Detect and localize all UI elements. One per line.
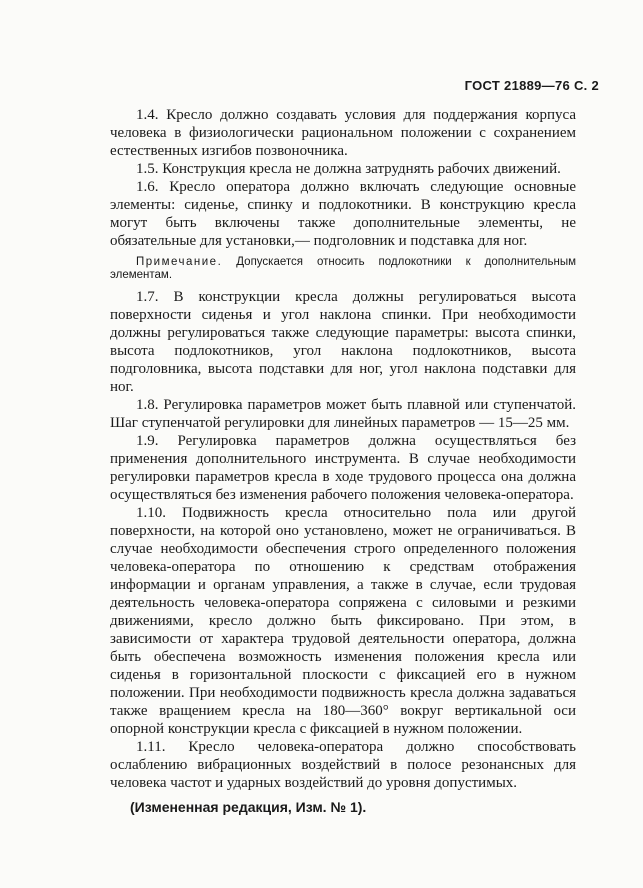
note bbox=[110, 256, 576, 282]
note-text: Допускается относить подлокотники к дополнительным элементам. bbox=[110, 256, 577, 281]
paragraph-1-6: 1.6. Кресло оператора должно включать следующие основные элементы: сиденье, спинку и подлокотники. В конструкцию кресла могут быть включены также дополнительные элементы, не обязательные для установки,— подголовник и подставка для ног. bbox=[110, 179, 576, 249]
paragraph-1-4: 1.4. Кресло должно создавать условия для поддержания корпуса человека в физиологически рациональном положении с сохранением естественных изгибов позвоночника. bbox=[110, 107, 576, 159]
amendment-note: (Измененная редакция, Изм. № 1). bbox=[130, 799, 367, 815]
paragraph-1-10: 1.10. Подвижность кресла относительно пола или другой поверхности, на которой оно установлено, может не ограничиваться. В случае необходимости обеспечения строго определенного положения человека-оператора по отношению к средствам отображения информации и органам управления, а также в случае, если трудовая деятельность человека-оператора сопряжена с силовыми и резкими движениями, кресло должно быть фиксировано. При этом, в зависимости от характера трудовой деятельности оператора, должна быть обеспечена возможность изменения положения кресла или сиденья в горизонтальной плоскости с фиксацией его в нужном положении. При необходимости подвижность кресла должна задаваться также вращением кресла на 180—360° вокруг вертикальной оси опорной конструкции кресла с фиксацией в нужном положении. bbox=[110, 505, 576, 737]
paragraph-1-11: 1.11. Кресло человека-оператора должно способствовать ослаблению вибрационных воздействий в полосе резонансных для человека частот и ударных воздействий до уровня допустимых. bbox=[110, 739, 576, 791]
paragraph-1-9: 1.9. Регулировка параметров должна осуществляться без применения дополнительного инструмента. В случае необходимости регулировки параметров кресла в ходе трудового процесса она должна осуществляться без изменения рабочего положения человека-оператора. bbox=[110, 433, 576, 503]
note-label: Примечание. bbox=[136, 256, 223, 268]
paragraph-1-8: 1.8. Регулировка параметров может быть плавной или ступенчатой. Шаг ступенчатой регулировки для линейных параметров — 15—25 мм. bbox=[110, 397, 576, 431]
page-header: ГОСТ 21889—76 С. 2 bbox=[464, 78, 599, 93]
paragraph-1-7: 1.7. В конструкции кресла должны регулироваться высота поверхности сиденья и угол наклона спинки. При необходимости должны регулироваться также следующие параметры: высота спинки, высота подлокотников, угол наклона подлокотников, высота подголовника, высота подставки для ног, угол наклона подставки для ног. bbox=[110, 289, 576, 395]
paragraph-1-5: 1.5. Конструкция кресла не должна затруднять рабочих движений. bbox=[136, 161, 561, 177]
document-body bbox=[110, 106, 576, 816]
